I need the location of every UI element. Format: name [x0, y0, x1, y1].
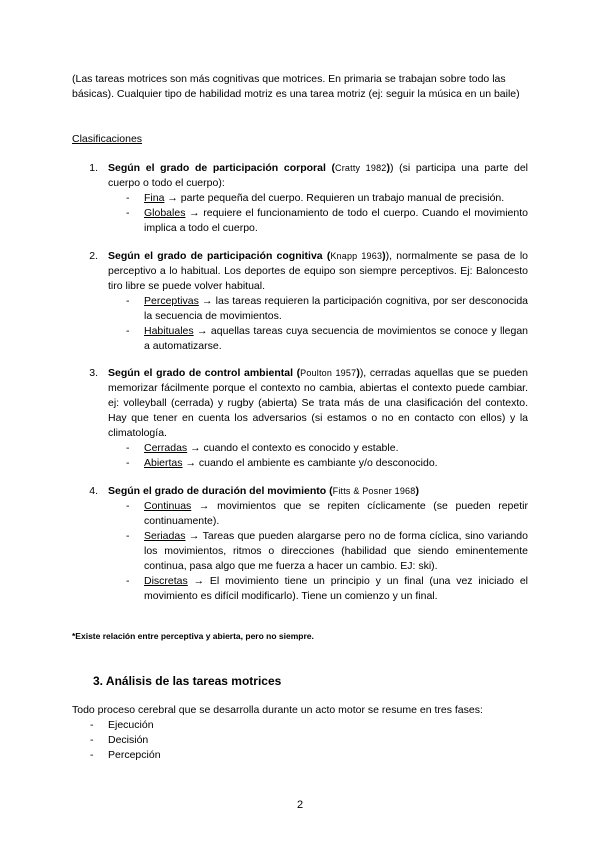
item-reference: Cratty 1982: [335, 163, 387, 173]
sub-item-term: Globales: [144, 207, 186, 219]
sub-item: - Discretas → El movimiento tiene un principio y un final (una vez iniciado el movimiento es difícil modificarlo). Tiene un comienzo y un final.: [126, 575, 528, 602]
item-title: Según el grado de duración del movimiento (: [108, 485, 333, 497]
sub-item-text: → movimientos que se repiten cíclicamente (se pueden repetir continuamente).: [144, 500, 528, 527]
sub-item: - Fina → parte pequeña del cuerpo. Requieren un trabajo manual de precisión.: [126, 192, 505, 204]
classification-item-3: 3. Según el grado de control ambiental (Poulton 1957)), cerradas aquellas que se pueden memorizar fácilmente porque el contexto no cambia, abiertas el contexto puede cambiar. ej: volleyball (cerrada) y rugby (abierta) Se trata más de una clasificación del contexto. Hay que tener en cuenta los adversarios (si estamos o no en contacto con ellos) y la climatología. - Cerradas → cuando el contexto es conocido y estable. - Abiertas → cuando el ambiente es cambiante y/o desconocido.: [78, 366, 528, 471]
item-description: ), cerradas aquellas que se pueden memorizar fácilmente porque el contexto no cambia, abiertas el contexto puede cambiar. ej: volleyball (cerrada) y rugby (abierta) Se trata más de una clasificación del contexto. Hay que tener en cuenta los adversarios (si estamos o no en contacto con ellos) y la climatología.: [108, 367, 528, 439]
item-reference: Poulton 1957: [300, 368, 357, 378]
sub-item-term: Habituales: [144, 325, 194, 337]
section-heading: 3. Análisis de las tareas motrices: [93, 674, 282, 688]
list-item: - Percepción: [90, 749, 161, 761]
sub-item-text: → Tareas que pueden alargarse pero no de forma cíclica, sino variando los movimientos, ritmos o direcciones (habilidad que siendo eminentemente continua, pasa algo que me fuerza a hacer un cambio. EJ: ski).: [144, 530, 528, 572]
sub-item: - Cerradas → cuando el contexto es conocido y estable.: [126, 442, 399, 454]
item-reference: Knapp 1963: [330, 251, 383, 261]
sub-item: - Abiertas → cuando el ambiente es cambiante y/o desconocido.: [126, 457, 438, 469]
item-title: Según el grado de control ambiental (: [108, 367, 301, 379]
item-description: ) (si participa una parte del cuerpo o todo el cuerpo):: [108, 162, 528, 189]
item-number: 4.: [89, 485, 98, 497]
sub-item-text: → cuando el ambiente es cambiante y/o desconocido.: [182, 457, 438, 469]
sub-item-term: Discretas: [144, 575, 188, 587]
classification-item-1: 1. Según el grado de participación corporal (Cratty 1982)) (si participa una parte del cuerpo o todo el cuerpo): - Fina → parte pequeña del cuerpo. Requieren un trabajo manual de precisión. - Globales → requiere el funcionamiento de todo el cuerpo. Cuando el movimiento implica a todo el cuerpo.: [78, 161, 528, 236]
item-title: Según el grado de participación corporal (: [108, 162, 336, 174]
sub-item: - Continuas → movimientos que se repiten cíclicamente (se pueden repetir continuamente).: [126, 500, 528, 527]
sub-item-text: → aquellas tareas cuya secuencia de movimientos se conoce y llegan a automatizarse.: [144, 325, 528, 352]
clasificaciones-heading: Clasificaciones: [72, 133, 143, 145]
item-number: 2.: [89, 250, 98, 262]
sub-item: - Seriadas → Tareas que pueden alargarse pero no de forma cíclica, sino variando los movimientos, ritmos o direcciones (habilidad que siendo eminentemente continua, pasa algo que me fuerza a hacer un cambio. EJ: ski).: [126, 530, 528, 572]
item-reference: Fitts & Posner 1968: [332, 486, 416, 496]
sub-item-text: → El movimiento tiene un principio y un final (una vez iniciado el movimiento es difícil modificarlo). Tiene un comienzo y un final.: [144, 575, 528, 602]
item-number: 3.: [89, 367, 98, 379]
sub-item: - Globales → requiere el funcionamiento de todo el cuerpo. Cuando el movimiento implica a todo el cuerpo.: [126, 207, 528, 234]
page-number: 2: [296, 799, 304, 811]
sub-item-term: Continuas: [144, 500, 192, 512]
sub-item-text: → parte pequeña del cuerpo. Requieren un trabajo manual de precisión.: [164, 192, 505, 204]
intro-paragraph: (Las tareas motrices son más cognitivas que motrices. En primaria se trabajan sobre todo las básicas). Cualquier tipo de habilidad motriz es una tarea motriz (ej: seguir la música en un baile): [72, 73, 520, 100]
item-description: ), normalmente se pasa de lo perceptivo a lo habitual. Los deportes de equipo son siempre perceptivos. Ej: Baloncesto tiro libre se puede volver habitual.: [108, 250, 528, 292]
sub-item-text: → cuando el contexto es conocido y estable.: [187, 442, 399, 454]
section-intro: Todo proceso cerebral que se desarrolla durante un acto motor se resume en tres fases:: [72, 704, 483, 716]
item-title: Según el grado de participación cognitiva (: [108, 250, 331, 262]
sub-item-term: Fina: [144, 192, 165, 204]
sub-item-term: Perceptivas: [144, 295, 199, 307]
classification-item-2: 2. Según el grado de participación cognitiva (Knapp 1963)), normalmente se pasa de lo perceptivo a lo habitual. Los deportes de equipo son siempre perceptivos. Ej: Baloncesto tiro libre se puede volver habitual. - Perceptivas → las tareas requieren la participación cognitiva, por ser desconocida la secuencia de movimientos. - Habituales → aquellas tareas cuya secuencia de movimientos se conoce y llegan a automatizarse.: [78, 249, 528, 354]
list-item: - Decisión: [90, 734, 149, 746]
phases-list: [90, 718, 161, 763]
sub-item-text: → requiere el funcionamiento de todo el cuerpo. Cuando el movimiento implica a todo el cuerpo.: [144, 207, 528, 234]
sub-item-term: Abiertas: [144, 457, 183, 469]
classification-item-4: [78, 484, 528, 604]
list-item: - Ejecución: [90, 719, 154, 731]
sub-item: - Habituales → aquellas tareas cuya secuencia de movimientos se conoce y llegan a automatizarse.: [126, 325, 528, 352]
footnote: *Existe relación entre perceptiva y abierta, pero no siempre.: [72, 631, 314, 641]
sub-item-text: → las tareas requieren la participación cognitiva, por ser desconocida la secuencia de movimientos.: [144, 295, 528, 322]
sub-item: - Perceptivas → las tareas requieren la participación cognitiva, por ser desconocida la secuencia de movimientos.: [126, 295, 528, 322]
sub-item-term: Seriadas: [144, 530, 186, 542]
item-number: 1.: [89, 162, 98, 174]
item-description: ): [415, 485, 419, 497]
sub-item-term: Cerradas: [144, 442, 188, 454]
